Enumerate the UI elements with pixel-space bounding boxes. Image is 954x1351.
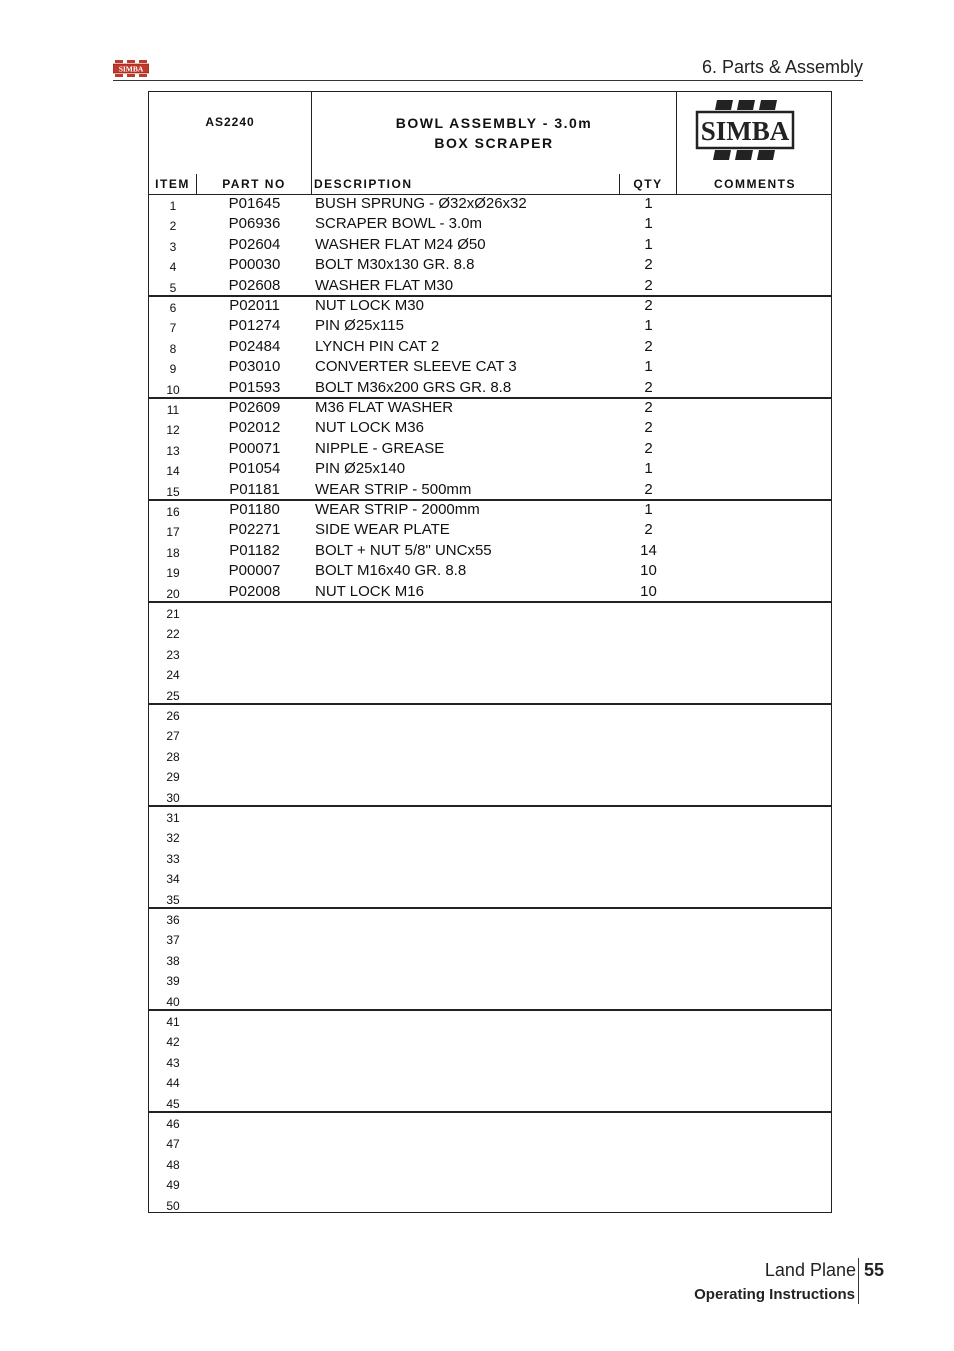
row-item: 8 xyxy=(169,341,177,356)
row-item: 14 xyxy=(166,464,180,479)
table-row xyxy=(149,316,831,336)
row-item: 3 xyxy=(169,239,177,254)
assembly-title-line2: BOX SCRAPER xyxy=(434,135,554,151)
table-row xyxy=(149,704,831,724)
row-qty: 14 xyxy=(640,541,657,559)
row-part-no: P02012 xyxy=(228,419,281,437)
row-item: 50 xyxy=(166,1198,180,1213)
row-part-no: P02008 xyxy=(228,582,281,600)
row-item: 2 xyxy=(169,219,177,234)
row-part-no: P01180 xyxy=(229,501,280,518)
row-part-no: P01274 xyxy=(228,317,281,335)
row-part-no: P02484 xyxy=(228,337,281,355)
table-row xyxy=(149,235,831,255)
row-item: 21 xyxy=(166,607,180,621)
svg-text:SIMBA: SIMBA xyxy=(700,116,790,146)
row-item: 6 xyxy=(169,301,177,315)
table-row xyxy=(149,1010,831,1030)
row-qty: 2 xyxy=(644,256,653,274)
table-row xyxy=(149,990,831,1010)
table-row xyxy=(149,684,831,704)
row-description: WEAR STRIP - 2000mm xyxy=(315,501,480,518)
row-description: BOLT M36x200 GRS GR. 8.8 xyxy=(315,378,512,396)
row-description: BOLT M30x130 GR. 8.8 xyxy=(315,256,475,274)
table-row xyxy=(149,1030,831,1050)
row-qty: 2 xyxy=(644,399,653,416)
table-row xyxy=(149,500,831,520)
table-row xyxy=(149,398,831,418)
row-item: 9 xyxy=(169,362,177,377)
row-item: 46 xyxy=(166,1117,180,1131)
row-description: NUT LOCK M30 xyxy=(315,297,424,314)
row-item: 11 xyxy=(166,403,180,417)
row-description: PIN Ø25x115 xyxy=(315,317,404,335)
row-description: M36 FLAT WASHER xyxy=(315,399,454,416)
table-row xyxy=(149,276,831,296)
row-part-no: P01054 xyxy=(228,460,281,478)
row-description: NIPPLE - GREASE xyxy=(315,439,445,457)
row-qty: 2 xyxy=(644,521,653,539)
row-item: 13 xyxy=(166,443,180,458)
row-item: 44 xyxy=(166,1076,180,1091)
simba-small-logo xyxy=(113,59,149,78)
table-row xyxy=(149,765,831,785)
table-row xyxy=(149,663,831,683)
table-row xyxy=(149,806,831,826)
row-part-no: P06936 xyxy=(228,215,281,233)
footer-product: Land Plane xyxy=(764,1260,856,1280)
row-item: 28 xyxy=(166,749,180,764)
col-comments: COMMENTS xyxy=(714,177,796,191)
row-item: 34 xyxy=(166,872,180,887)
row-part-no: P03010 xyxy=(228,358,281,376)
row-qty: 2 xyxy=(644,419,653,437)
table-row xyxy=(149,296,831,316)
row-part-no: P02608 xyxy=(228,276,281,294)
table-row xyxy=(149,643,831,663)
row-item: 19 xyxy=(166,566,180,581)
row-item: 4 xyxy=(169,260,177,275)
table-row xyxy=(149,357,831,377)
row-part-no: P02271 xyxy=(228,521,281,539)
row-qty: 2 xyxy=(644,439,653,457)
col-description: DESCRIPTION xyxy=(312,174,620,194)
row-item: 43 xyxy=(166,1055,180,1070)
row-item: 32 xyxy=(166,831,180,846)
table-row xyxy=(149,459,831,479)
row-qty: 1 xyxy=(644,358,653,376)
row-description: BUSH SPRUNG - Ø32xØ26x32 xyxy=(315,195,527,212)
table-row xyxy=(149,847,831,867)
row-description: SCRAPER BOWL - 3.0m xyxy=(315,215,482,233)
table-row xyxy=(149,969,831,989)
table-row xyxy=(149,867,831,887)
row-item: 15 xyxy=(166,484,180,499)
row-qty: 2 xyxy=(644,480,653,498)
row-part-no: P00030 xyxy=(228,256,281,274)
row-qty: 2 xyxy=(644,276,653,294)
table-row xyxy=(149,908,831,928)
row-item: 5 xyxy=(169,280,177,295)
table-row xyxy=(149,582,831,602)
table-row xyxy=(149,724,831,744)
row-qty: 1 xyxy=(644,235,653,253)
row-description: WEAR STRIP - 500mm xyxy=(315,480,472,498)
row-item: 40 xyxy=(166,994,180,1009)
table-row xyxy=(149,378,831,398)
row-item: 17 xyxy=(166,525,180,540)
column-header-row xyxy=(149,174,831,195)
assembly-code: AS2240 xyxy=(205,115,255,129)
table-row xyxy=(149,255,831,275)
row-description: NUT LOCK M36 xyxy=(315,419,424,437)
table-title-row xyxy=(149,92,831,175)
assembly-title xyxy=(312,113,676,153)
col-item: ITEM xyxy=(149,174,197,194)
row-description: NUT LOCK M16 xyxy=(315,582,424,600)
row-item: 27 xyxy=(166,729,180,744)
table-row xyxy=(149,337,831,357)
row-part-no: P01593 xyxy=(228,378,281,396)
header-rule xyxy=(113,80,863,81)
assembly-code-cell xyxy=(149,92,312,174)
parts-table xyxy=(148,91,832,1213)
row-qty: 2 xyxy=(644,378,653,396)
row-qty: 1 xyxy=(644,460,653,478)
row-description: BOLT + NUT 5/8" UNCx55 xyxy=(315,541,492,559)
table-row xyxy=(149,786,831,806)
row-description: WASHER FLAT M24 Ø50 xyxy=(315,235,486,253)
row-part-no: P02609 xyxy=(228,399,281,416)
row-item: 24 xyxy=(166,668,180,683)
assembly-title-cell xyxy=(312,92,677,174)
row-item: 25 xyxy=(166,688,180,703)
table-row xyxy=(149,1153,831,1173)
row-item: 23 xyxy=(166,647,180,662)
row-description: PIN Ø25x140 xyxy=(315,460,406,478)
row-item: 33 xyxy=(166,851,180,866)
row-item: 22 xyxy=(166,627,180,642)
row-qty: 10 xyxy=(640,582,657,600)
row-item: 37 xyxy=(166,933,180,948)
table-row xyxy=(149,194,831,214)
row-part-no: P00007 xyxy=(228,562,281,580)
table-row xyxy=(149,1051,831,1071)
row-item: 38 xyxy=(166,953,180,968)
row-item: 20 xyxy=(166,586,180,601)
row-qty: 1 xyxy=(644,195,653,212)
row-item: 16 xyxy=(166,505,180,519)
page-number: 55 xyxy=(864,1260,885,1280)
table-row xyxy=(149,520,831,540)
table-row xyxy=(149,1092,831,1112)
row-description: CONVERTER SLEEVE CAT 3 xyxy=(315,358,517,376)
row-item: 12 xyxy=(166,423,180,438)
row-qty: 2 xyxy=(644,337,653,355)
table-row xyxy=(149,949,831,969)
table-row xyxy=(149,214,831,234)
table-row xyxy=(149,1112,831,1132)
row-item: 35 xyxy=(166,892,180,907)
footer-divider xyxy=(858,1258,859,1304)
row-part-no: P01181 xyxy=(229,480,280,498)
row-item: 10 xyxy=(166,382,180,397)
row-description: WASHER FLAT M30 xyxy=(315,276,454,294)
row-item: 39 xyxy=(166,974,180,989)
svg-text:SIMBA: SIMBA xyxy=(118,64,144,74)
footer-subtitle: Operating Instructions xyxy=(694,1286,855,1303)
col-part-no: PART NO xyxy=(197,174,312,194)
row-part-no: P02604 xyxy=(228,235,281,253)
row-item: 30 xyxy=(166,790,180,805)
row-item: 7 xyxy=(169,321,177,336)
table-row xyxy=(149,1194,831,1214)
row-item: 26 xyxy=(166,709,180,723)
row-qty: 1 xyxy=(644,215,653,233)
row-description: BOLT M16x40 GR. 8.8 xyxy=(315,562,467,580)
row-item: 31 xyxy=(166,811,180,825)
row-part-no: P02011 xyxy=(229,297,280,314)
table-row xyxy=(149,745,831,765)
table-row xyxy=(149,1071,831,1091)
section-title: 6. Parts & Assembly xyxy=(701,57,863,77)
table-row xyxy=(149,541,831,561)
simba-logo xyxy=(695,98,795,162)
assembly-title-line1: BOWL ASSEMBLY - 3.0m xyxy=(395,115,593,131)
logo-cell xyxy=(677,92,833,174)
table-row xyxy=(149,602,831,622)
row-item: 1 xyxy=(169,199,177,213)
row-qty: 1 xyxy=(644,501,653,518)
row-qty: 1 xyxy=(644,317,653,335)
table-row xyxy=(149,1173,831,1193)
table-row xyxy=(149,418,831,438)
table-row xyxy=(149,928,831,948)
table-row xyxy=(149,439,831,459)
row-item: 29 xyxy=(166,770,180,785)
row-item: 41 xyxy=(166,1015,180,1029)
row-part-no: P00071 xyxy=(228,439,281,457)
row-item: 48 xyxy=(166,1157,180,1172)
row-item: 18 xyxy=(166,545,180,560)
col-qty: QTY xyxy=(620,174,677,194)
row-description: SIDE WEAR PLATE xyxy=(315,521,450,539)
table-row xyxy=(149,826,831,846)
row-item: 49 xyxy=(166,1178,180,1193)
row-item: 45 xyxy=(166,1096,180,1111)
table-row xyxy=(149,622,831,642)
row-item: 36 xyxy=(166,913,180,927)
table-row xyxy=(149,480,831,500)
row-part-no: P01182 xyxy=(229,541,280,559)
row-part-no: P01645 xyxy=(228,195,281,212)
table-row xyxy=(149,561,831,581)
row-qty: 2 xyxy=(644,297,653,314)
table-row xyxy=(149,1132,831,1152)
table-row xyxy=(149,888,831,908)
row-description: LYNCH PIN CAT 2 xyxy=(315,337,440,355)
row-qty: 10 xyxy=(640,562,657,580)
row-item: 42 xyxy=(166,1035,180,1050)
row-item: 47 xyxy=(166,1137,180,1152)
